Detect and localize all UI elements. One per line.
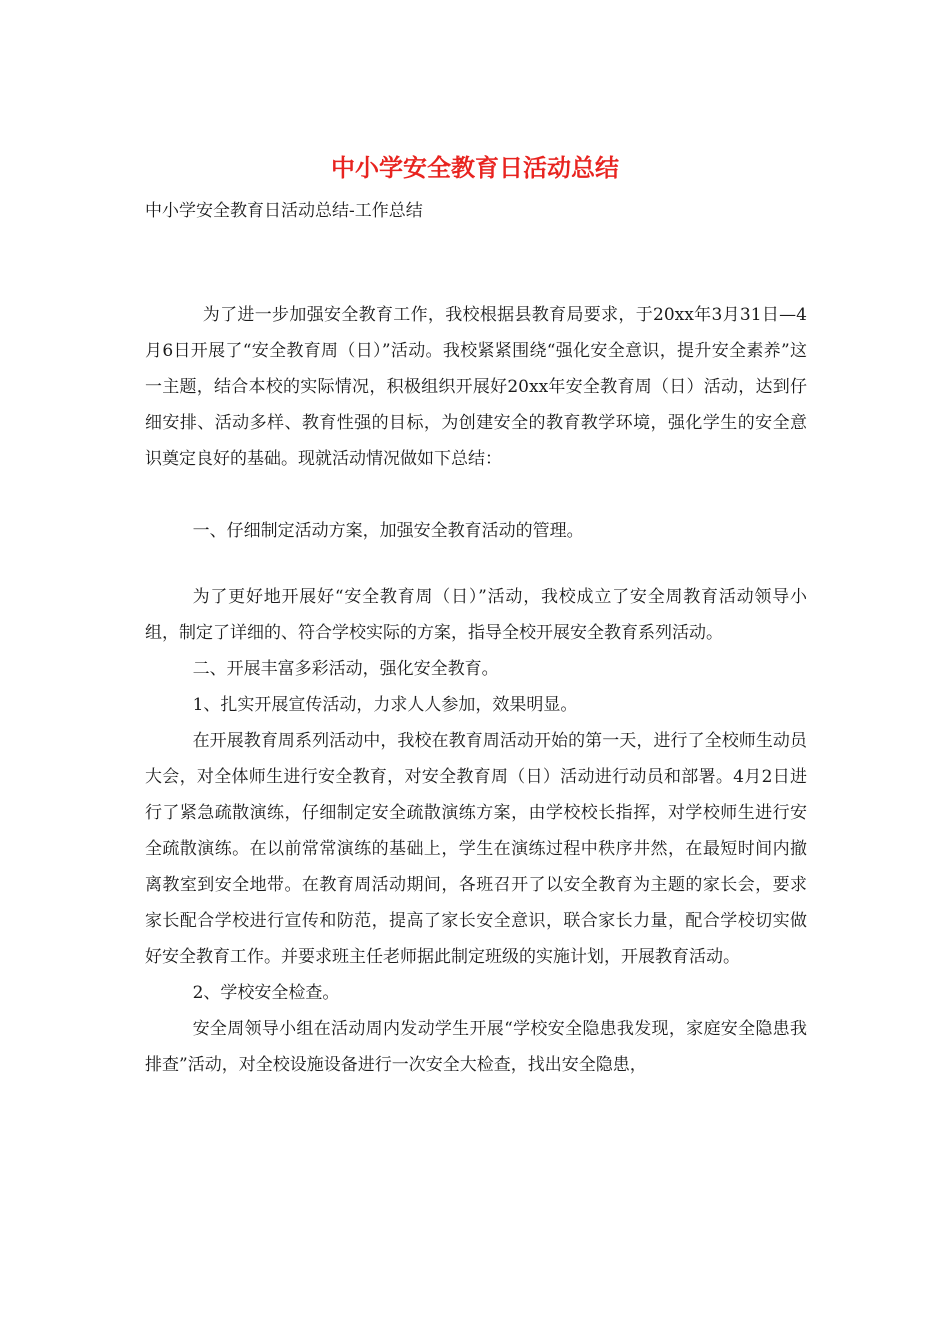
intro-paragraph: 为了进一步加强安全教育工作，我校根据县教育局要求，于20xx年3月31日—4月6日开展了“安全教育周（日）”活动。我校紧紧围绕“强化安全意识，提升安全素养”这一主题，结合本校的实际情况，积极组织开展好20xx年安全教育周（日）活动，达到仔细安排、活动多样、教育性强的目标，为创建安全的教育教学环境，强化学生的安全意识奠定良好的基础。现就活动情况做如下总结： — [145, 305, 807, 469]
section-heading-2: 二、开展丰富多彩活动，强化安全教育。 — [192, 659, 499, 679]
subsection-heading-1: 1、扎实开展宣传活动，力求人人参加，效果明显。 — [192, 695, 578, 715]
document-body — [145, 297, 807, 1083]
document-title: 中小学安全教育日活动总结 — [331, 154, 619, 182]
document-subtitle: 中小学安全教育日活动总结-工作总结 — [145, 201, 423, 221]
body-paragraph: 在开展教育周系列活动中，我校在教育周活动开始的第一天，进行了全校师生动员大会，对全体师生进行安全教育，对安全教育周（日）活动进行动员和部署。4月2日进行了紧急疏散演练，仔细制定安全疏散演练方案，由学校校长指挥，对学校师生进行安全疏散演练。在以前常常演练的基础上，学生在演练过程中秩序井然，在最短时间内撤离教室到安全地带。在教育周活动期间，各班召开了以安全教育为主题的家长会，要求家长配合学校进行宣传和防范，提高了家长安全意识，联合家长力量，配合学校切实做好安全教育工作。并要求班主任老师据此制定班级的实施计划，开展教育活动。 — [145, 731, 807, 967]
body-paragraph: 安全周领导小组在活动周内发动学生开展“学校安全隐患我发现，家庭安全隐患我排查”活动，对全校设施设备进行一次安全大检查，找出安全隐患， — [145, 1019, 807, 1075]
body-paragraph: 为了更好地开展好“安全教育周（日）”活动，我校成立了安全周教育活动领导小组，制定了详细的、符合学校实际的方案，指导全校开展安全教育系列活动。 — [145, 587, 807, 643]
subsection-heading-2: 2、学校安全检查。 — [192, 983, 340, 1003]
section-heading-1: 一、仔细制定活动方案，加强安全教育活动的管理。 — [192, 521, 584, 541]
